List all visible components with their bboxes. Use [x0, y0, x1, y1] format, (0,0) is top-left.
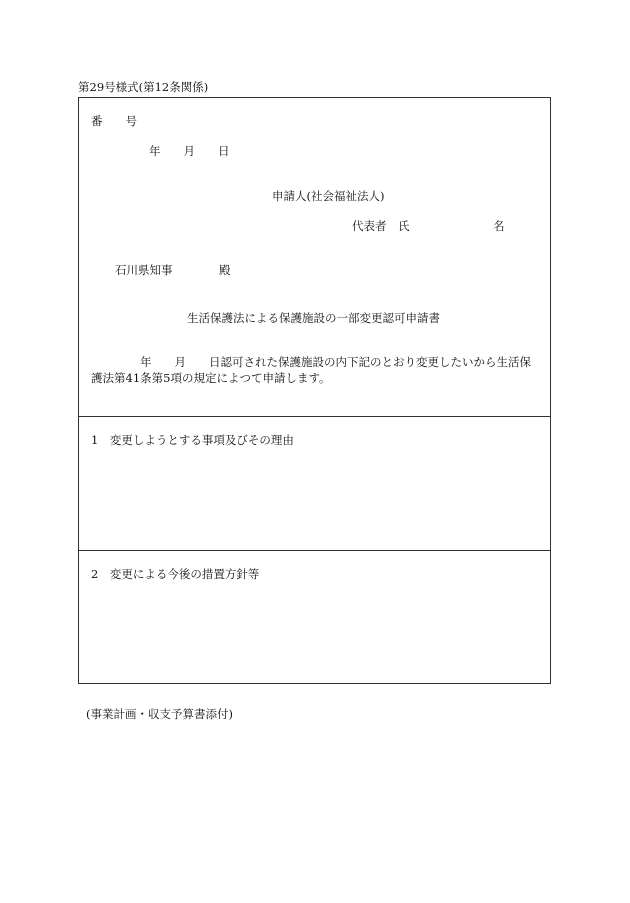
date-label: 年 月 日 — [149, 144, 230, 158]
name-suffix: 名 — [493, 219, 505, 233]
divider-section-1 — [78, 550, 551, 551]
addressee: 石川県知事 — [115, 263, 173, 277]
body-line-1: 年 月 日認可された保護施設の内下記のとおり変更したいから生活保 — [140, 355, 531, 369]
section-1-label: 1 変更しようとする事項及びその理由 — [91, 433, 294, 447]
footer-note: (事業計画・収支予算書添付) — [86, 707, 233, 721]
divider-header — [78, 416, 551, 417]
representative-label: 代表者 氏 — [352, 219, 410, 233]
applicant-label: 申請人(社会福祉法人) — [272, 189, 385, 203]
honorific: 殿 — [219, 263, 231, 277]
form-label: 第29号様式(第12条関係) — [78, 80, 209, 94]
number-label: 番 号 — [91, 114, 137, 128]
section-2-label: 2 変更による今後の措置方針等 — [91, 567, 260, 581]
body-line-2: 護法第41条第5項の規定によつて申請します。 — [91, 371, 331, 385]
document-title: 生活保護法による保護施設の一部変更認可申請書 — [187, 311, 440, 325]
form-box — [78, 97, 551, 684]
